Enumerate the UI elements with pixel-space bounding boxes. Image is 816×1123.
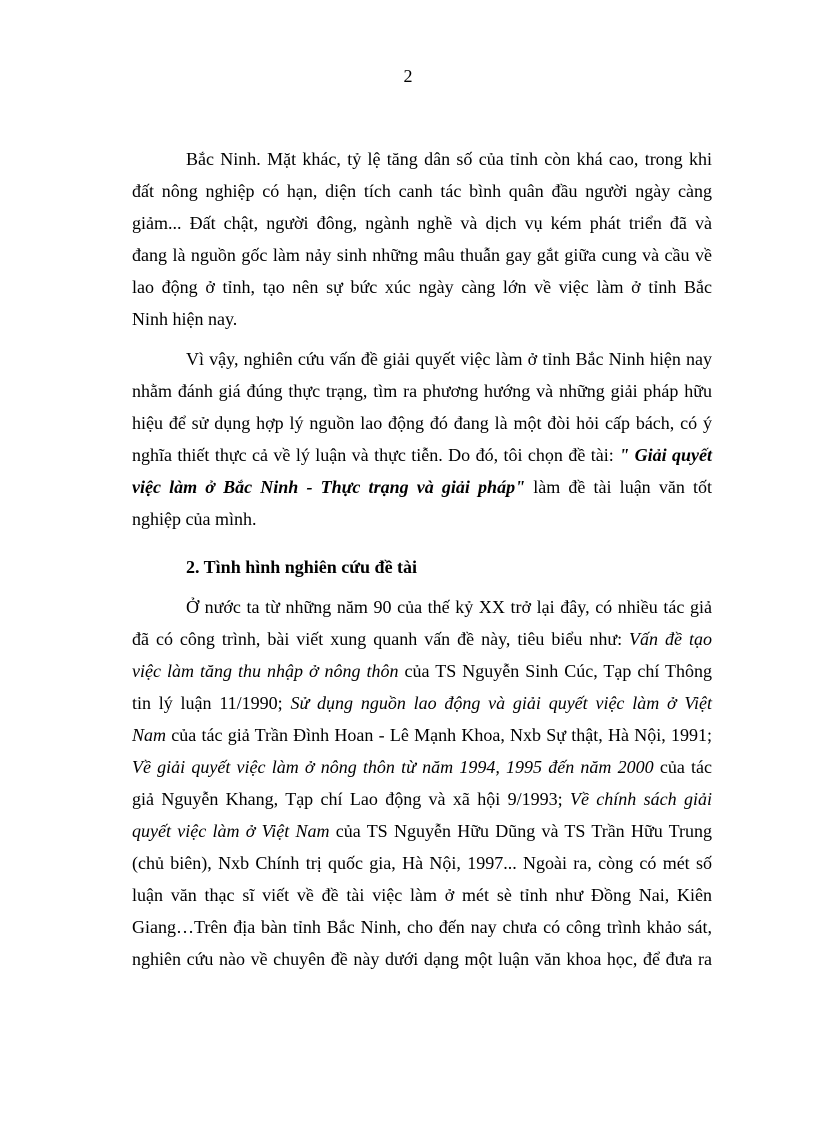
- p2-line-1: Vì vậy, nghiên cứu vấn đề giải quyết việc làm ở tỉnh Bắc Ninh hiện nay: [186, 349, 712, 369]
- page-number: 2: [403, 66, 413, 86]
- section-heading: 2. Tình hình nghiên cứu đề tài: [186, 557, 418, 577]
- p1-line-4: đang là nguồn gốc làm nảy sinh những mâu thuẫn gay gắt giữa cung và cầu về: [132, 245, 712, 265]
- p3-line-9: (chủ biên), Nxb Chính trị quốc gia, Hà Nội, 1997... Ngoài ra, còng có mét số: [132, 853, 712, 873]
- thesis-title-part-1: " Giải quyết: [619, 445, 713, 465]
- p3-line-6-italic: Về giải quyết việc làm ở nông thôn từ năm 1994, 1995 đến năm 2000: [132, 757, 654, 777]
- p1-line-2: đất nông nghiệp có hạn, diện tích canh tác bình quân đầu người ngày càng: [132, 181, 712, 201]
- p3-line-10: luận văn thạc sĩ viết về đề tài việc làm ở mét sè tỉnh như Đồng Nai, Kiên: [132, 885, 712, 905]
- p2-line-4: [132, 444, 712, 466]
- p3-line-7: [132, 788, 712, 810]
- p3-line-1: Ở nước ta từ những năm 90 của thế kỷ XX trở lại đây, có nhiều tác giả: [186, 597, 712, 617]
- p3-line-5-text: của tác giả Trần Đình Hoan - Lê Mạnh Khoa, Nxb Sự thật, Hà Nội, 1991;: [166, 725, 712, 745]
- p3-line-8-text: của TS Nguyễn Hữu Dũng và TS Trần Hữu Trung: [329, 821, 712, 841]
- p2-line-5-text: làm đề tài luận văn tốt: [525, 477, 712, 497]
- p3-line-4-italic: Sử dụng nguồn lao động và giải quyết việc làm ở Việt: [282, 693, 713, 713]
- thesis-title-part-2: việc làm ở Bắc Ninh - Thực trạng và giải pháp": [132, 477, 526, 497]
- p3-line-4: [132, 692, 712, 714]
- p2-line-3: hiệu để sử dụng hợp lý nguồn lao động đó đang là một đòi hỏi cấp bách, có ý: [132, 413, 712, 433]
- p3-line-8: [132, 820, 712, 842]
- p2-line-2: nhằm đánh giá đúng thực trạng, tìm ra phương hướng và những giải pháp hữu: [132, 381, 712, 401]
- p3-line-5: [132, 724, 712, 746]
- p2-line-6: nghiệp của mình.: [132, 509, 257, 529]
- p3-line-3-italic: việc làm tăng thu nhập ở nông thôn: [132, 661, 399, 681]
- p3-line-4-text: tin lý luận 11/1990;: [132, 693, 283, 713]
- p3-line-8-italic: quyết việc làm ở Việt Nam: [132, 821, 330, 841]
- p3-line-2-italic: Vấn đề tạo: [622, 629, 712, 649]
- p1-line-1: Bắc Ninh. Mặt khác, tỷ lệ tăng dân số của tỉnh còn khá cao, trong khi: [186, 149, 712, 169]
- p3-line-12: nghiên cứu nào về chuyên đề này dưới dạng một luận văn khoa học, để đưa ra: [132, 949, 712, 969]
- p3-line-5-italic: Nam: [132, 725, 167, 745]
- p3-line-3: [132, 660, 712, 682]
- p3-line-2: [132, 628, 712, 650]
- p1-line-3: giảm... Đất chật, người đông, ngành nghề và dịch vụ kém phát triển đã và: [132, 213, 712, 233]
- p1-line-5: lao động ở tỉnh, tạo nên sự bức xúc ngày càng lớn về việc làm ở tỉnh Bắc: [132, 277, 712, 297]
- p3-line-11: Giang…Trên địa bàn tỉnh Bắc Ninh, cho đến nay chưa có công trình khảo sát,: [132, 917, 712, 937]
- p3-line-2-text: đã có công trình, bài viết xung quanh vấn đề này, tiêu biểu như:: [132, 629, 623, 649]
- p3-line-6: [132, 756, 712, 778]
- p3-line-7-italic: Về chính sách giải: [562, 789, 712, 809]
- p2-line-4-text: nghĩa thiết thực cả về lý luận và thực tiễn. Do đó, tôi chọn đề tài:: [132, 445, 614, 465]
- p1-line-6: Ninh hiện nay.: [132, 309, 238, 329]
- p3-line-6-text: của tác: [653, 757, 712, 777]
- p2-line-5: [132, 476, 712, 498]
- p3-line-7-text: giả Nguyễn Khang, Tạp chí Lao động và xã hội 9/1993;: [132, 789, 563, 809]
- p3-line-3-text: của TS Nguyễn Sinh Cúc, Tạp chí Thông: [398, 661, 713, 681]
